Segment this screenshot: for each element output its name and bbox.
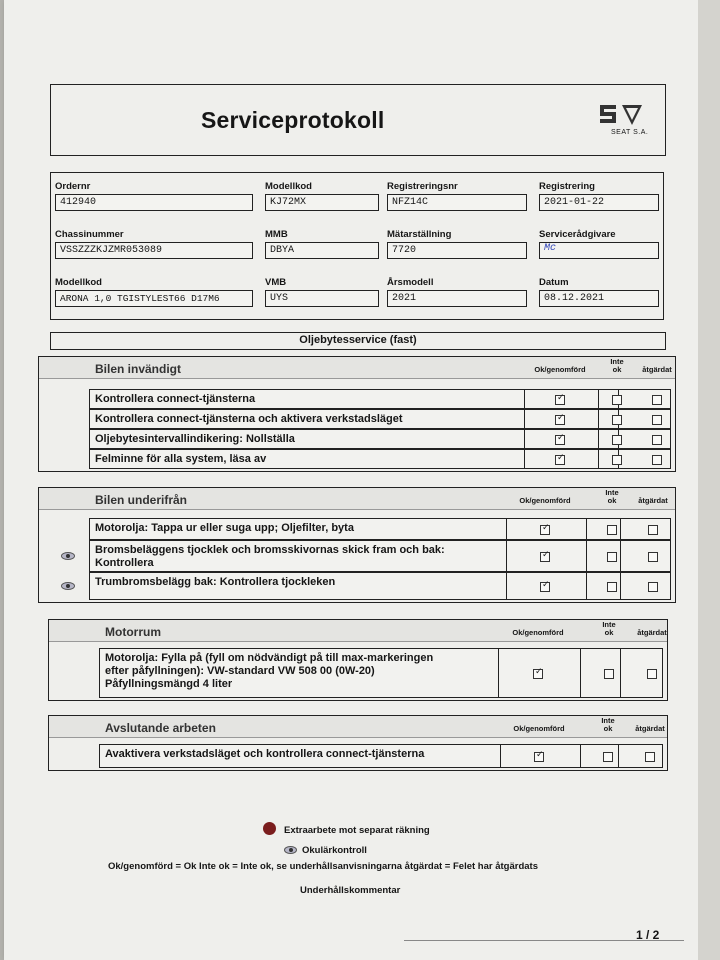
column-divider [620,519,621,539]
field-modellkod [265,181,379,211]
checklist-row [99,648,663,698]
legend-extra: Extraarbete mot separat räkning [284,825,430,836]
task-text: Kontrollera connect-tjänsterna och aktivera verkstadsläget [95,413,403,425]
field-label: Chassinummer [55,229,124,240]
column-divider [598,430,599,448]
field-value: KJ72MX [265,194,379,211]
field-matarstallning [387,229,527,259]
checklist-row [99,744,663,768]
vehicle-info [50,172,664,320]
checklist-row [89,429,671,449]
column-divider [598,390,599,408]
checkbox-ok[interactable] [534,752,544,762]
col-header-not-ok: Inte ok [605,488,619,505]
field-label: Årsmodell [387,277,434,288]
column-divider [580,745,581,767]
field-label: Datum [539,277,569,288]
page-number: 1 / 2 [636,928,660,942]
col-header-fixed: åtgärdat [638,496,668,505]
col-header-fixed: åtgärdat [637,628,667,637]
checkbox-not-ok[interactable] [607,582,617,592]
checkbox-fixed[interactable] [652,455,662,465]
checkbox-fixed[interactable] [648,552,658,562]
checkbox-not-ok[interactable] [612,455,622,465]
task-text: Avaktivera verkstadsläget och kontrollera connect-tjänsterna [105,748,425,760]
checkbox-ok[interactable] [540,552,550,562]
field-value: 412940 [55,194,253,211]
field-label: VMB [265,277,287,288]
column-divider [586,541,587,571]
column-divider [524,430,525,448]
checkbox-not-ok[interactable] [607,525,617,535]
task-text: Bromsbeläggens tjocklek och bromsskivornas skick fram och bak: Kontrollera [95,544,445,569]
task-text: Motorolja: Fylla på (fyll om nödvändigt på till max-markeringen efter påfyllningen): VW-standard VW 508 00 (0W-20) Påfyllningsmängd 4 liter [105,652,434,690]
checkbox-not-ok[interactable] [607,552,617,562]
column-divider [500,745,501,767]
checkbox-not-ok[interactable] [612,415,622,425]
checklist-section [38,487,676,603]
column-divider [598,410,599,428]
column-divider [598,450,599,468]
field-registrering [539,181,659,211]
field-vmb [265,277,379,307]
checklist-section [38,356,676,472]
field-value: 7720 [387,242,527,259]
col-header-not-ok: Inte ok [602,620,616,637]
checkbox-ok[interactable] [555,395,565,405]
checklist-row [89,572,671,600]
section-title: Motorrum [105,625,161,639]
checkbox-ok[interactable] [555,455,565,465]
field-label: Modellkod [55,277,102,288]
field-chassinummer [55,229,253,259]
field-mmb [265,229,379,259]
field-arsmodell [387,277,527,307]
checkbox-ok[interactable] [540,525,550,535]
checkbox-not-ok[interactable] [603,752,613,762]
checkbox-fixed[interactable] [648,582,658,592]
document-page [4,0,702,960]
title-box [50,84,666,156]
field-label: Servicerådgivare [539,229,616,240]
field-value: UYS [265,290,379,307]
col-header-ok: Ok/genomförd [519,496,571,505]
checkbox-ok[interactable] [555,435,565,445]
checklist-row [89,449,671,469]
checkbox-fixed[interactable] [652,415,662,425]
col-header-ok: Ok/genomförd [513,724,565,733]
task-text: Trumbromsbelägg bak: Kontrollera tjockleken [95,576,336,588]
checklist-row [89,409,671,429]
column-divider [620,541,621,571]
column-divider [618,745,619,767]
col-header-fixed: åtgärdat [642,365,672,374]
checkbox-fixed[interactable] [652,435,662,445]
column-divider [586,573,587,599]
col-header-ok: Ok/genomförd [534,365,586,374]
field-label: MMB [265,229,288,240]
brand-name: SEAT S.A. [611,129,649,136]
field-value: ARONA 1,0 TGISTYLEST66 D17M6 [55,290,253,307]
field-label: Modellkod [265,181,312,192]
task-text: Motorolja: Tappa ur eller suga upp; Oljefilter, byta [95,522,354,534]
field-value: VSSZZZKJZMR053089 [55,242,253,259]
checklist-row [89,540,671,572]
signature: Mc [539,242,659,259]
checklist-row [89,518,671,540]
col-header-ok: Ok/genomförd [512,628,564,637]
maintenance-comments-label: Underhållskommentar [300,885,401,896]
eye-icon [284,846,297,854]
column-divider [524,450,525,468]
task-text: Felminne för alla system, läsa av [95,453,267,465]
field-value: 08.12.2021 [539,290,659,307]
field-value: 2021 [387,290,527,307]
section-header [39,488,675,510]
section-header [49,620,667,642]
service-type: Oljebytesservice (fast) [50,332,666,350]
checklist-section [48,715,668,771]
field-value: DBYA [265,242,379,259]
field-registreringsnr [387,181,527,211]
column-divider [498,649,499,697]
column-divider [586,519,587,539]
column-divider [620,649,621,697]
field-value: 2021-01-22 [539,194,659,211]
task-text: Kontrollera connect-tjänsterna [95,393,256,405]
field-serviceradgivare [539,229,659,259]
column-divider [620,573,621,599]
page-edge [698,0,720,960]
checkbox-not-ok[interactable] [604,669,614,679]
checkbox-fixed[interactable] [648,525,658,535]
checkbox-ok[interactable] [555,415,565,425]
section-title: Bilen underifrån [95,493,188,507]
column-divider [524,390,525,408]
column-divider [580,649,581,697]
section-title: Avslutande arbeten [105,721,216,735]
checklist-section [48,619,668,701]
legend-key: Ok/genomförd = Ok Inte ok = Inte ok, se underhållsanvisningarna åtgärdat = Felet har åtgärdats [108,861,538,872]
checkbox-fixed[interactable] [647,669,657,679]
page-title: Serviceprotokoll [201,107,385,133]
column-divider [506,519,507,539]
legend-visual: Okulärkontroll [302,845,367,856]
field-label: Ordernr [55,181,91,192]
checkbox-fixed[interactable] [645,752,655,762]
eye-icon [61,552,75,560]
extra-work-dot-icon [263,822,276,835]
checkbox-ok[interactable] [533,669,543,679]
field-value: NFZ14C [387,194,527,211]
checkbox-ok[interactable] [540,582,550,592]
section-header [39,357,675,379]
field-ordernr [55,181,253,211]
field-label: Registreringsnr [387,181,458,192]
checklist-row [89,389,671,409]
col-header-not-ok: Inte ok [610,357,624,374]
col-header-fixed: åtgärdat [635,724,665,733]
column-divider [506,573,507,599]
checkbox-not-ok[interactable] [612,395,622,405]
task-text: Oljebytesintervallindikering: Nollställa [95,433,295,445]
field-modellkod-full [55,277,253,307]
field-label: Mätarställning [387,229,452,240]
field-label: Registrering [539,181,595,192]
col-header-not-ok: Inte ok [601,716,615,733]
eye-icon [61,582,75,590]
section-header [49,716,667,738]
column-divider [524,410,525,428]
checkbox-fixed[interactable] [652,395,662,405]
field-datum [539,277,659,307]
section-title: Bilen invändigt [95,362,182,376]
column-divider [506,541,507,571]
checkbox-not-ok[interactable] [612,435,622,445]
